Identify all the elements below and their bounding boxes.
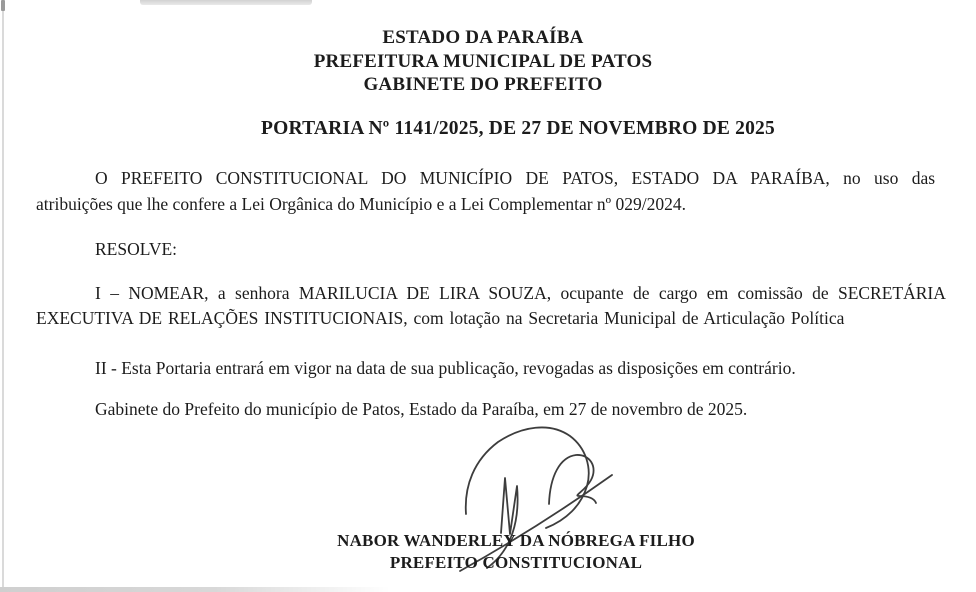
scan-smudge-top [140,0,312,5]
preamble-paragraph [36,165,976,217]
letterhead [0,26,966,97]
signatory-role: PREFEITO CONSTITUCIONAL [389,552,643,572]
article-1-line-2: EXECUTIVA DE RELAÇÕES INSTITUCIONAIS, com lotação na Secretaria Municipal de Articulação Política [36,308,845,328]
portaria-title: PORTARIA Nº 1141/2025, DE 27 DE NOVEMBRO DE 2025 [261,118,775,139]
preamble-line-1: O PREFEITO CONSTITUCIONAL DO MUNICÍPIO DE PATOS, ESTADO DA PARAÍBA, no uso das [95,168,936,188]
letterhead-state: ESTADO DA PARAÍBA [382,27,584,48]
scan-edge-left-tick [1,0,5,11]
preamble-line-2: atribuições que lhe confere a Lei Orgânica do Município e a Lei Complementar nº 029/2024. [36,194,686,214]
resolve-label: RESOLVE: [95,239,178,259]
article-2-paragraph: II - Esta Portaria entrará em vigor na data de sua publicação, revogadas as disposições em contrário. [95,358,796,378]
signatory-name: NABOR WANDERLEY DA NÓBREGA FILHO [337,531,695,550]
closing-line: Gabinete do Prefeito do município de Patos, Estado da Paraíba, em 27 de novembro de 2025. [95,399,748,419]
article-1-line-1: I – NOMEAR, a senhora MARILUCIA DE LIRA SOUZA, ocupante de cargo em comissão de SECRETÁRIA [95,283,946,303]
letterhead-gabinete: GABINETE DO PREFEITO [363,74,603,95]
signature-block [0,530,976,573]
scan-smudge-bottom [0,587,390,592]
letterhead-prefeitura: PREFEITURA MUNICIPAL DE PATOS [313,50,653,72]
article-1-paragraph [36,281,976,331]
